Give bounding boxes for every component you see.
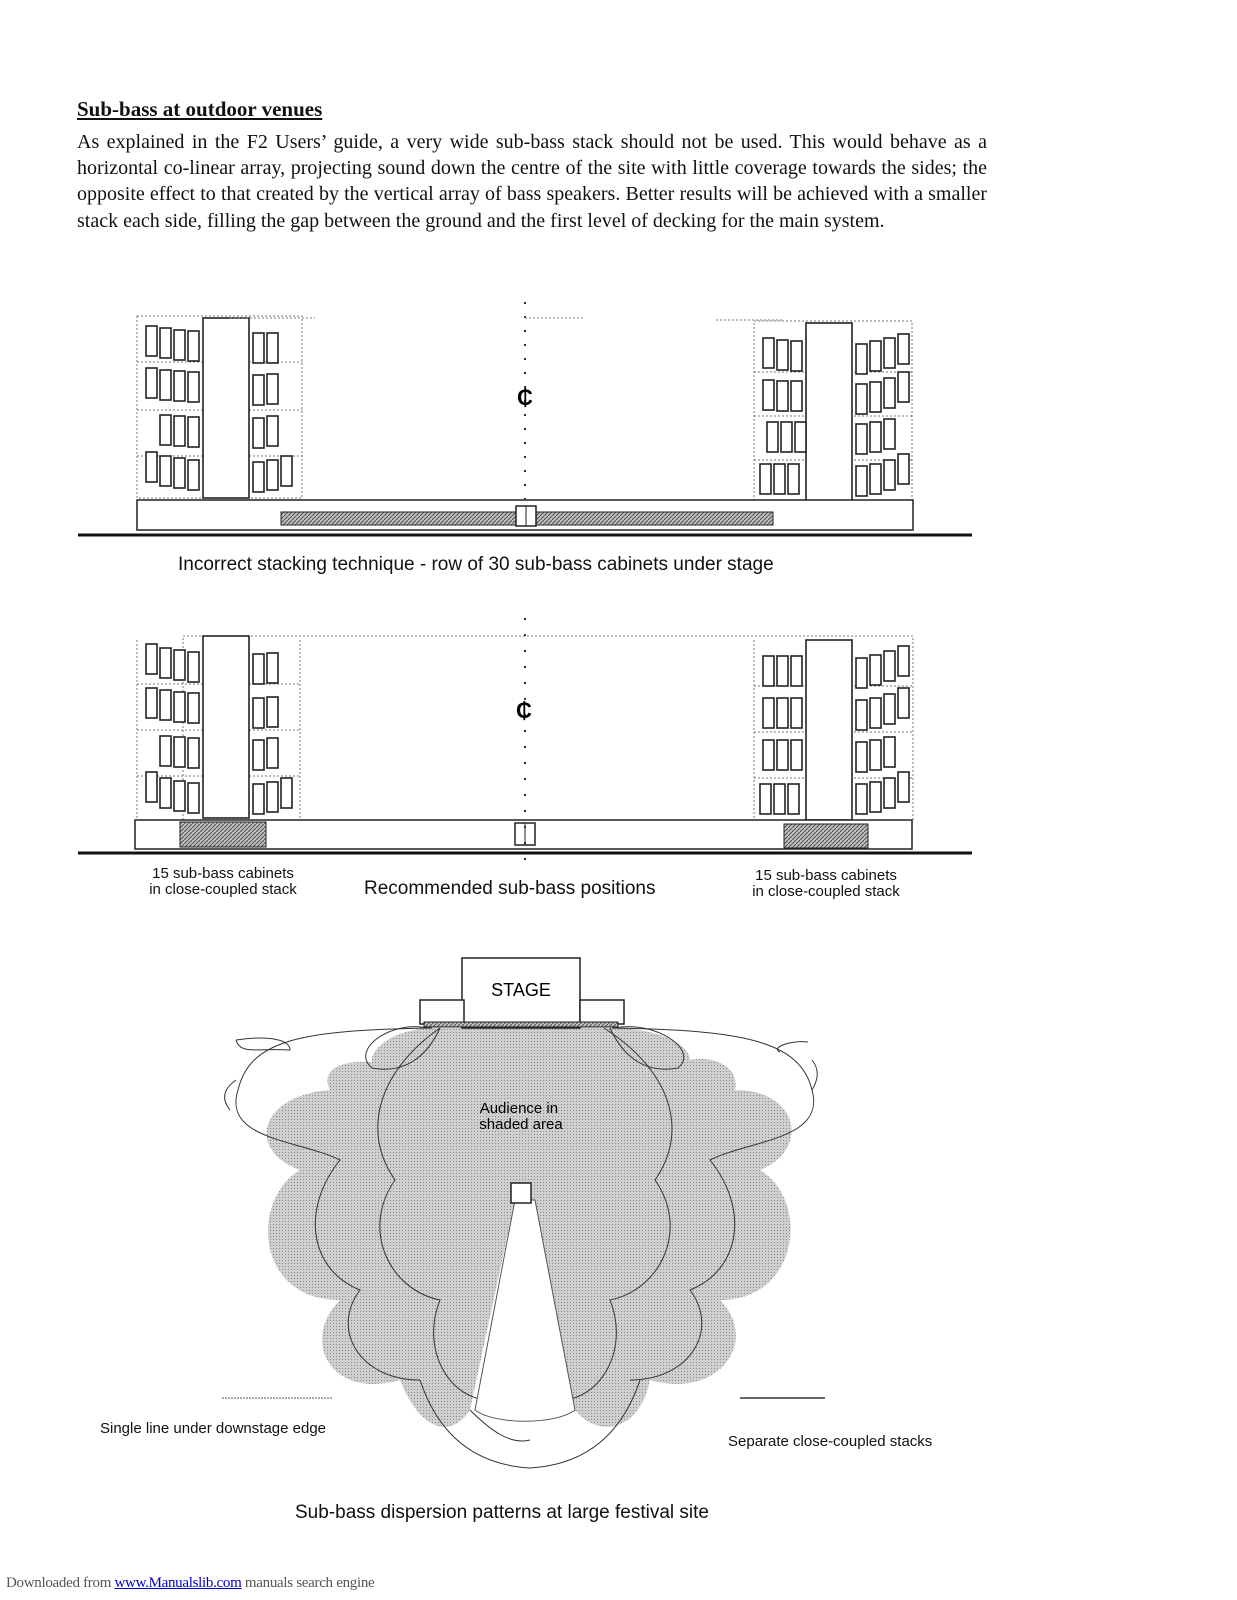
figure3-left-label: Single line under downstage edge — [100, 1420, 327, 1437]
left-wing — [420, 1000, 464, 1024]
audience-label: Audience in shaded area — [479, 1100, 563, 1133]
stage-label: STAGE — [491, 980, 551, 1000]
figure1-caption: Incorrect stacking technique - row of 30 sub-bass cabinets under stage — [178, 554, 774, 575]
figure-dispersion — [222, 958, 825, 1468]
left-subbass-stack — [180, 822, 266, 847]
right-speaker-stack — [754, 321, 912, 503]
body-paragraph: As explained in the F2 Users’ guide, a very wide sub-bass stack should not be used. This would behave as a horizontal co-linear array, projecting sound down the centre of the site with little coverage towards the sides; the opposite effect to that created by the vertical array of bass speakers. Better results will be achieved with a smaller stack each side, filling the gap between the ground and the first level of decking for the main system. — [77, 131, 987, 232]
figure2-left-label: 15 sub-bass cabinets in close-coupled stack — [149, 865, 297, 898]
mix-position — [511, 1183, 531, 1203]
right-wing — [580, 1000, 624, 1024]
centreline-symbol: ₵ — [516, 698, 532, 723]
figure2-right-label: 15 sub-bass cabinets in close-coupled stack — [752, 867, 900, 900]
footer — [6, 1575, 374, 1592]
left-speaker-stack — [137, 636, 300, 820]
section-heading: Sub-bass at outdoor venues — [77, 97, 323, 121]
figure-incorrect-stacking — [78, 302, 972, 535]
right-subbass-stack — [784, 824, 868, 848]
footer-suffix: manuals search engine — [241, 1575, 375, 1591]
right-speaker-stack — [754, 640, 912, 820]
footer-prefix: Downloaded from — [6, 1575, 115, 1591]
downstage-subbass-line — [424, 1022, 618, 1027]
centreline-symbol: ₵ — [517, 385, 533, 410]
manualslib-link[interactable]: www.Manualslib.com — [114, 1575, 242, 1591]
figure-recommended-positions — [78, 618, 972, 870]
figure3-caption: Sub-bass dispersion patterns at large festival site — [295, 1502, 709, 1523]
figure3-right-label: Separate close-coupled stacks — [728, 1433, 933, 1450]
left-speaker-stack — [137, 316, 302, 498]
figure2-caption: Recommended sub-bass positions — [364, 878, 656, 899]
